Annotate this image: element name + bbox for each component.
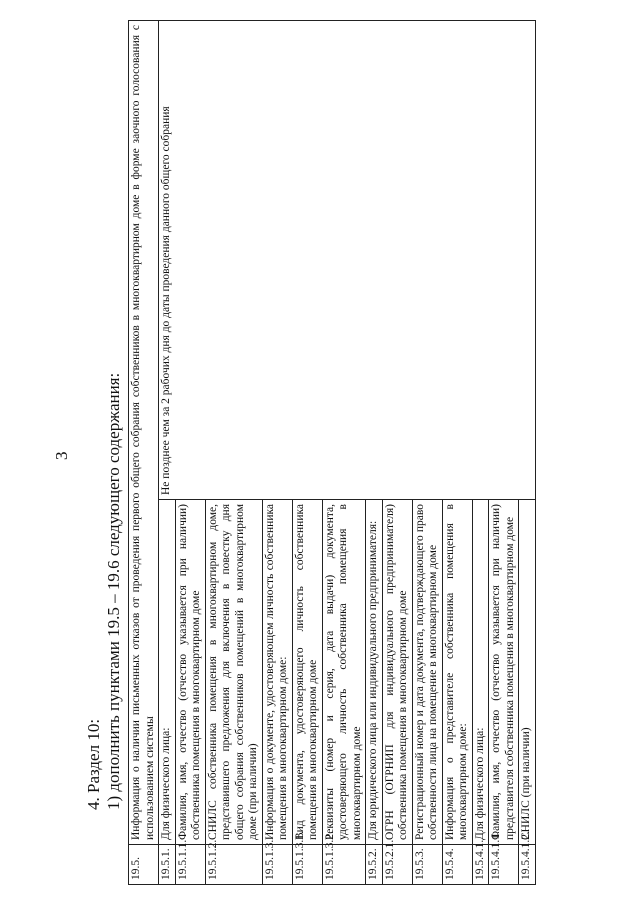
row-text: Регистрационный номер и дата документа, подтверждающего право собственности лица на помещение в многоквартирном доме (412, 500, 442, 845)
row-number: 19.5.1.3. (262, 845, 292, 885)
row-text: СНИЛС собственника помещения в многоквартирном доме, представившего предложения для включения в повестку дня общего собрания собственников помещений в многоквартирном доме (при наличии) (205, 500, 262, 845)
row-number: 19.5. (129, 845, 159, 885)
row-number: 19.5.2.1. (382, 845, 412, 885)
requirements-table (128, 20, 536, 885)
row-number: 19.5.1.3.2. (322, 845, 366, 885)
row-text: Вид документа, удостоверяющего личность собственника помещения в многоквартирном доме (292, 500, 322, 845)
page-number: 3 (52, 451, 71, 460)
table-row (159, 21, 176, 885)
row-text: СНИЛС (при наличии) (519, 500, 536, 845)
row-text: Информация о документе, удостоверяющем личность собственника помещения в многоквартирном доме: (262, 500, 292, 845)
row-number: 19.5.4.1. (472, 845, 489, 885)
row-number: 19.5.1.2. (205, 845, 262, 885)
row-text: Для физического лица: (159, 500, 176, 845)
row-number: 19.5.1.1. (175, 845, 205, 885)
row-number: 19.5.2. (366, 845, 383, 885)
row-number: 19.5.3. (412, 845, 442, 885)
row-text: Информация о представителе собственника помещения в многоквартирном доме: (442, 500, 472, 845)
row-number: 19.5.1. (159, 845, 176, 885)
row-text: Для физического лица: (472, 500, 489, 845)
row-number: 19.5.1.3.1. (292, 845, 322, 885)
row-number: 19.5.4.1.2. (519, 845, 536, 885)
row-note: Не позднее чем за 2 рабочих дня до даты проведения данного общего собрания (159, 21, 536, 500)
table-row (129, 21, 159, 885)
row-text: Фамилия, имя, отчество (отчество указывается при наличии) представителя собственника помещения в многоквартирном доме (489, 500, 519, 845)
section-subheading: 1) дополнить пунктами 19.5 – 19.6 следующего содержания: (104, 372, 123, 810)
row-number: 19.5.4. (442, 845, 472, 885)
row-text: Реквизиты (номер и серия, дата выдачи) документа, удостоверяющего личность собственника помещения в многоквартирном доме (322, 500, 366, 845)
section-heading: 4. Раздел 10: (84, 718, 103, 810)
row-text: Для юридического лица или индивидуального предпринимателя: (366, 500, 383, 845)
row-text: ОГРН (ОГРНИП для индивидуального предпринимателя) собственника помещения в многоквартирном доме (382, 500, 412, 845)
row-number: 19.5.4.1.1. (489, 845, 519, 885)
row-text: Информация о наличии письменных отказов от проведения первого общего собрания собственников в многоквартирном доме в форме заочного голосования с использованием системы (129, 21, 159, 845)
row-text: Фамилия, имя, отчество (отчество указывается при наличии) собственника помещения в многоквартирном доме (175, 500, 205, 845)
